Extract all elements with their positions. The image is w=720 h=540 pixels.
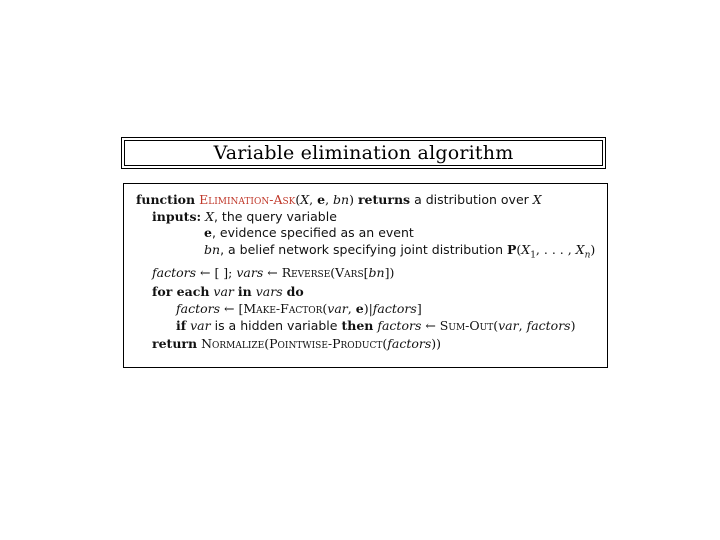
bracket-close: ] — [384, 265, 390, 280]
var-factors: factors — [372, 301, 417, 316]
algorithm-line-7 — [176, 301, 422, 317]
fn-make-factor: Make-Factor — [243, 301, 323, 316]
algorithm-line-6 — [152, 284, 304, 300]
title-box — [121, 137, 606, 169]
var-factors: factors — [377, 318, 422, 333]
sub-1: 1 — [530, 250, 536, 261]
var-factors: factors — [526, 318, 571, 333]
dots: , . . . , — [535, 242, 576, 257]
paren-open: ( — [330, 265, 336, 280]
args-open: ( — [295, 192, 301, 207]
x1: X — [521, 242, 531, 257]
keyword-inputs: inputs: — [152, 209, 202, 224]
algorithm-line-4 — [204, 242, 595, 264]
algorithm-line-1 — [136, 192, 542, 208]
var-x: X — [532, 192, 542, 207]
var-factors: factors — [152, 265, 197, 280]
bracket-close: ] — [416, 301, 422, 316]
keyword-for-each: for each — [152, 284, 210, 299]
paren-close: )) — [431, 336, 442, 351]
paren-open: ( — [322, 301, 328, 316]
algorithm-box — [123, 183, 608, 368]
hidden-desc: is a hidden variable — [210, 318, 342, 333]
input-x-desc: , the query variable — [213, 209, 337, 224]
keyword-if: if — [176, 318, 187, 333]
xn: X — [575, 242, 585, 257]
keyword-do: do — [286, 284, 304, 299]
input-x: X — [205, 209, 214, 224]
algorithm-line-2 — [152, 209, 337, 225]
fn-vars: Vars — [335, 265, 364, 280]
var-var: var — [498, 318, 519, 333]
input-e-desc: , evidence specified as an event — [211, 225, 414, 240]
keyword-function: function — [136, 192, 196, 207]
keyword-returns: returns — [357, 192, 411, 207]
keyword-in: in — [237, 284, 252, 299]
arg-e: e — [317, 192, 326, 207]
comma: , — [347, 301, 356, 316]
var-vars: vars — [236, 265, 264, 280]
assign-arrow: ← — [421, 318, 440, 333]
paren-open: ( — [382, 336, 388, 351]
paren-close: ) — [389, 265, 395, 280]
comma: , — [325, 192, 334, 207]
paren-close: ) — [570, 318, 576, 333]
paren-open: ( — [516, 242, 522, 257]
assign-empty: ← [ ]; — [196, 265, 237, 280]
paren-close: ) — [590, 242, 596, 257]
bar: | — [368, 301, 373, 316]
input-bn: bn — [204, 242, 221, 257]
var-bn: bn — [368, 265, 385, 280]
assign-arrow: ← [ — [220, 301, 244, 316]
var-e: e — [355, 301, 364, 316]
var-var: var — [213, 284, 234, 299]
var-var: var — [327, 301, 348, 316]
var-vars: vars — [255, 284, 283, 299]
algorithm-line-5 — [152, 265, 394, 281]
prob-symbol: P — [506, 242, 517, 257]
args-close: ) — [349, 192, 354, 207]
arg-x: X — [300, 192, 310, 207]
input-bn-desc: , a belief network specifying joint distribution — [220, 242, 507, 257]
returns-desc: a distribution over — [410, 192, 533, 207]
function-name: Elimination-Ask — [199, 192, 296, 207]
comma: , — [309, 192, 318, 207]
assign-arrow: ← — [263, 265, 282, 280]
keyword-return: return — [152, 336, 198, 351]
sub-n: n — [584, 250, 591, 261]
title-text: Variable elimination algorithm — [124, 140, 603, 166]
algorithm-line-3 — [204, 225, 414, 241]
paren-open: ( — [493, 318, 499, 333]
algorithm-line-8 — [176, 318, 576, 334]
var-factors: factors — [176, 301, 221, 316]
fn-pointwise-product: Pointwise-Product — [269, 336, 383, 351]
paren-open: ( — [264, 336, 270, 351]
var-var: var — [190, 318, 211, 333]
paren-close: ) — [363, 301, 369, 316]
input-e: e — [204, 225, 212, 240]
comma: , — [518, 318, 527, 333]
bracket-open: [ — [363, 265, 369, 280]
algorithm-line-9 — [152, 336, 441, 352]
fn-normalize: Normalize — [201, 336, 265, 351]
fn-reverse: Reverse — [281, 265, 331, 280]
keyword-then: then — [341, 318, 374, 333]
arg-bn: bn — [333, 192, 350, 207]
fn-sum-out: Sum-Out — [439, 318, 494, 333]
var-factors: factors — [387, 336, 432, 351]
